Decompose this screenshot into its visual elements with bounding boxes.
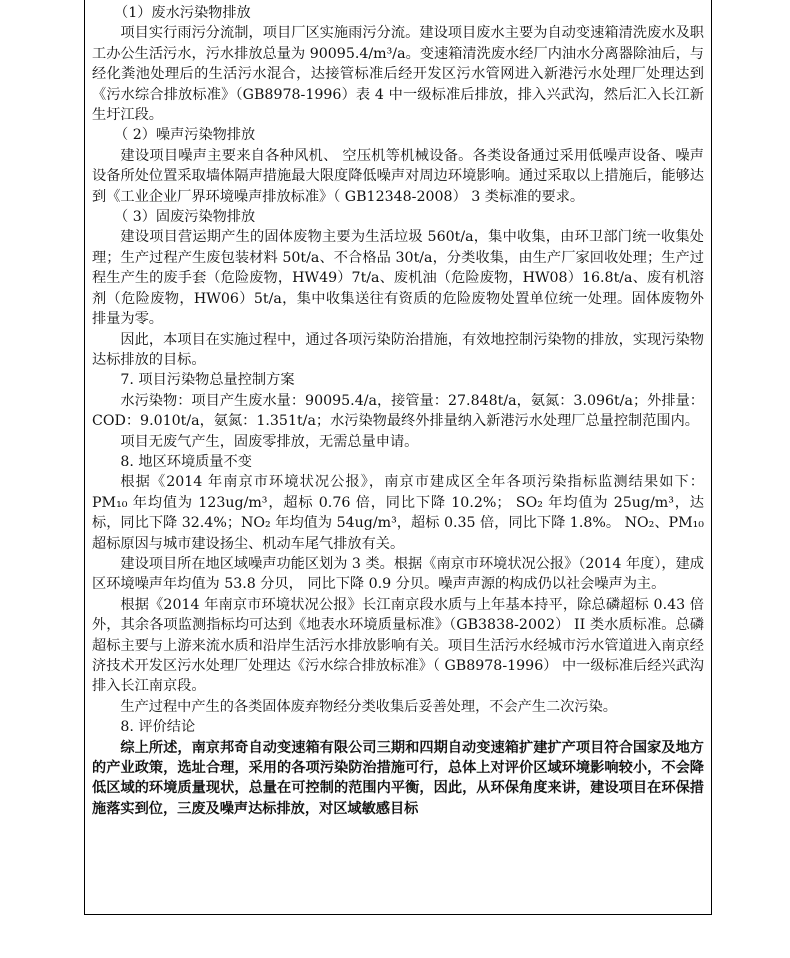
paragraph-solid-waste-handling: 生产过程中产生的各类固体废弃物经分类收集后妥善处理，不会产生二次污染。: [120, 698, 617, 715]
paragraph-water-pollutants: 水污染物：项目产生废水量：90095.4/a，接管量：27.848t/a，氨氮：3.096t/a；外排量：COD：9.010t/a，氨氮：1.351t/a；水污染物最终外排量纳入新港污水处理厂总量控制范围内。: [92, 392, 704, 430]
paragraph-solid-waste: 建设项目营运期产生的固体废物主要为生活垃圾 560t/a，集中收集，由环卫部门统一收集处理；生产过程产生废包装材料 50t/a、不合格品 30t/a，分类收集，由生产厂家回收处理；生产过程生产生的废手套（危险废物，HW49）7t/a、废机油（危险废物，HW08）16.8t/a、废有机溶剂（危险废物，HW06）5t/a，集中收集送往有资质的危险废物处置单位统一处理。固体废物外排量为零。: [92, 229, 704, 328]
paragraph-noise: 建设项目噪声主要来自各种风机、 空压机等机械设备。各类设备通过采用低噪声设备、噪声设备所处位置采取墙体隔声措施最大限度降低噪声对周边环境影响。通过采取以上措施后，能够达到《工业企业厂界环境噪声排放标准》（ GB12348-2008） 3 类标准的要求。: [92, 147, 704, 205]
heading-wastewater: （1）废水污染物排放: [114, 5, 251, 21]
document-body: [92, 3, 704, 819]
paragraph-noise-zone: 建设项目所在地区域噪声功能区划为 3 类。根据《南京市环境状况公报》（2014 年度），建成区环境噪声年均值为 53.8 分贝， 同比下降 0.9 分贝。噪声声源的构成仍以社会噪声为主。: [92, 555, 704, 593]
paragraph-wastewater: 项目实行雨污分流制，项目厂区实施雨污分流。建设项目废水主要为自动变速箱清洗废水及职工办公生活污水，污水排放总量为 90095.4/m³/a。变速箱清洗废水经厂内油水分离器除油后，与经化粪池处理后的生活污水混合，达接管标准后经开发区污水管网进入新港污水处理厂处理达到《污水综合排放标准》（GB8978-1996）表 4 中一级标准后排放，排入兴武沟，然后汇入长江新生圩江段。: [92, 25, 704, 124]
heading-noise: （ 2）噪声污染物排放: [114, 127, 256, 144]
paragraph-summary-emission: 因此，本项目在实施过程中，通过各项污染防治措施，有效地控制污染物的排放，实现污染物达标排放的目标。: [92, 331, 704, 368]
heading-conclusion: 8. 评价结论: [120, 719, 196, 736]
heading-solid-waste: （ 3）固废污染物排放: [114, 209, 256, 226]
heading-environment-quality: 8. 地区环境质量不变: [120, 453, 252, 470]
paragraph-conclusion: 综上所述，南京邦奇自动变速箱有限公司三期和四期自动变速箱扩建扩产项目符合国家及地方的产业政策，选址合理，采用的各项污染防治措施可行，总体上对评价区域环境影响较小，不会降低区域的环境质量现状，总量在可控制的范围内平衡，因此，从环保角度来讲，建设项目在环保措施落实到位，三废及噪声达标排放，对区域敏感目标: [92, 739, 704, 817]
paragraph-water-quality: 根据《2014 年南京市环境状况公报》长江南京段水质与上年基本持平，除总磷超标 0.43 倍外，其余各项监测指标均可达到《地表水环境质量标准》（GB3838-2002） II 类水质标准。总磷超标主要与上游来流水质和沿岸生活污水排放影响有关。项目生活污水经城市污水管道进入南京经济技术开发区污水处理厂处理达《污水综合排放标准》（ GB8978-1996） 中一级标准后经兴武沟排入长江南京段。: [92, 596, 704, 695]
paragraph-air-quality: 根据《2014 年南京市环境状况公报》，南京市建成区全年各项污染指标监测结果如下： PM₁₀ 年均值为 123ug/m³，超标 0.76 倍，同比下降 10.2%； SO₂ 年均值为 25ug/m³，达标，同比下降 32.4%；NO₂ 年均值为 54ug/m³，超标 0.35 倍，同比下降 1.8%。 NO₂、PM₁₀ 超标原因与城市建设扬尘、机动车尾气排放有关。: [92, 474, 704, 552]
paragraph-no-exhaust: 项目无废气产生，固废零排放，无需总量申请。: [120, 433, 419, 450]
heading-total-control: 7. 项目污染物总量控制方案: [120, 372, 295, 389]
